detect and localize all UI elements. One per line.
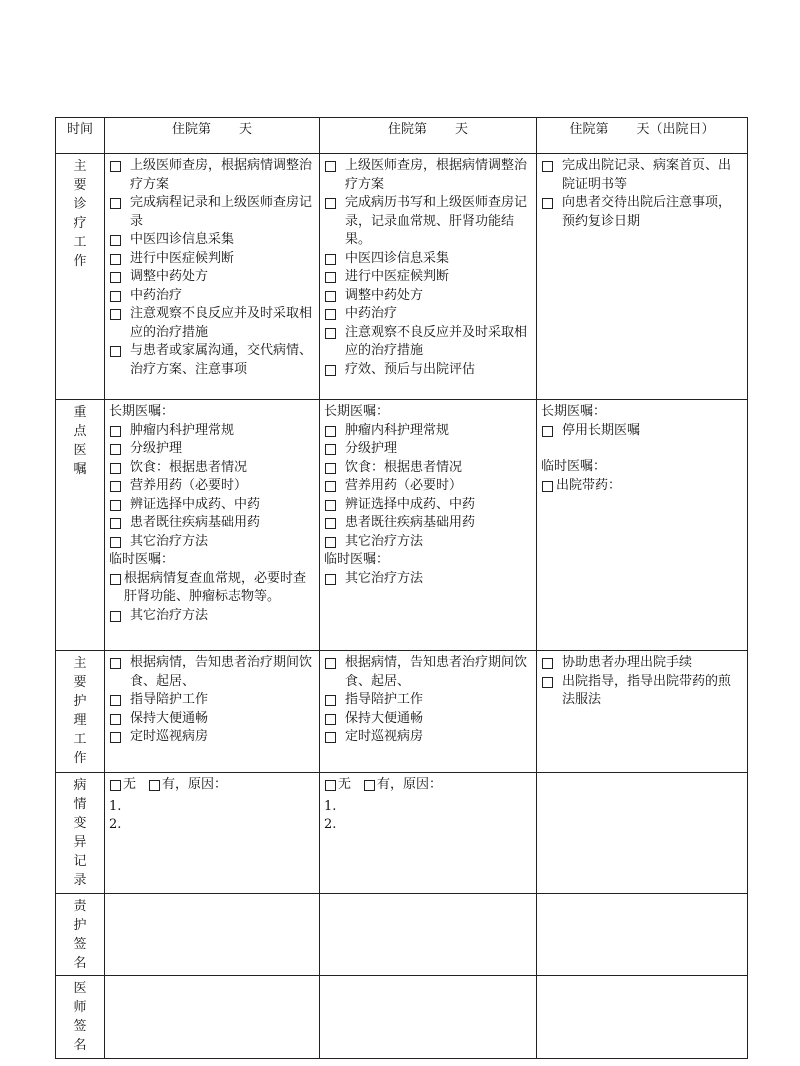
- checkbox[interactable]: [149, 780, 160, 791]
- orders-row: [56, 400, 748, 651]
- long-term-orders-label: 长期医嘱：: [324, 404, 390, 419]
- checklist-item[interactable]: 根据病情复查血常规，必要时查肝肾功能、肿瘤标志物等。: [109, 570, 315, 607]
- header-row: [56, 118, 748, 154]
- orders-row-label: 重点医嘱: [56, 400, 105, 651]
- checklist-item[interactable]: 营养用药（必要时）: [109, 477, 315, 496]
- checkbox[interactable]: [325, 658, 336, 669]
- nurse-signature-cell-3[interactable]: [537, 893, 748, 976]
- nurse-signature-row: [56, 893, 748, 976]
- checkbox[interactable]: [110, 518, 121, 529]
- checkbox[interactable]: [325, 309, 336, 320]
- checklist-item[interactable]: 定时巡视病房: [324, 728, 532, 747]
- checklist-item[interactable]: 调整中药处方: [324, 287, 532, 306]
- checklist-item[interactable]: 分级护理: [324, 440, 532, 459]
- nursing-cell-3: [537, 651, 748, 773]
- nurse-signature-label: 责护签名: [56, 893, 105, 976]
- day-prefix: 住院第: [387, 122, 427, 137]
- checkbox[interactable]: [325, 714, 336, 725]
- checklist-item[interactable]: 肿瘤内科护理常规: [324, 422, 532, 441]
- checklist-item[interactable]: 保持大便通畅: [109, 710, 315, 729]
- checkbox[interactable]: [110, 272, 121, 283]
- checkbox[interactable]: [325, 198, 336, 209]
- temporary-orders-label: 临时医嘱：: [324, 552, 390, 567]
- checkbox[interactable]: [110, 732, 121, 743]
- checkbox[interactable]: [110, 309, 121, 320]
- temporary-orders-label: 临时医嘱：: [541, 459, 607, 474]
- nursing-row: [56, 651, 748, 773]
- variation-line-2: 2.: [324, 817, 337, 832]
- variation-line-1: 1.: [109, 798, 122, 814]
- checklist-item[interactable]: 定时巡视病房: [109, 728, 315, 747]
- checkbox[interactable]: [325, 518, 336, 529]
- checkbox[interactable]: [110, 658, 121, 669]
- day-column-header-3: [537, 118, 748, 154]
- day-suffix: 天: [455, 122, 469, 137]
- checkbox[interactable]: [325, 365, 336, 376]
- checklist-item[interactable]: 出院指导，指导出院带药的煎法服法: [541, 673, 743, 710]
- checklist-item[interactable]: 饮食：根据患者情况: [324, 459, 532, 478]
- day-suffix: 天（出院日）: [636, 122, 715, 137]
- diagnosis-row-label: 主要诊疗工作: [56, 154, 105, 400]
- checklist-item[interactable]: 辨证选择中成药、中药: [324, 496, 532, 515]
- variation-no-option[interactable]: 无: [324, 776, 351, 795]
- checklist-item[interactable]: 中医四诊信息采集: [324, 250, 532, 269]
- checkbox[interactable]: [110, 235, 121, 246]
- checkbox[interactable]: [110, 463, 121, 474]
- variation-line-1: 1.: [324, 798, 337, 814]
- checklist-item[interactable]: 完成病历书写和上级医师查房记录，记录血常规、肝肾功能结果。: [324, 194, 532, 250]
- doctor-signature-row: [56, 976, 748, 1059]
- diagnosis-row: [56, 154, 748, 400]
- checkbox[interactable]: [325, 161, 336, 172]
- diagnosis-cell-1: [105, 154, 320, 400]
- checklist-item[interactable]: 与患者或家属沟通，交代病情、治疗方案、注意事项: [109, 342, 315, 379]
- clinical-pathway-table: [55, 117, 748, 1059]
- checkbox[interactable]: [325, 732, 336, 743]
- checkbox[interactable]: [110, 444, 121, 455]
- time-header: 时间: [56, 118, 105, 154]
- checkbox[interactable]: [542, 481, 553, 492]
- checkbox[interactable]: [110, 780, 121, 791]
- variation-yes-option[interactable]: 有，原因：: [363, 776, 442, 795]
- variation-yes-option[interactable]: 有，原因：: [148, 776, 227, 795]
- checklist-item[interactable]: 完成出院记录、病案首页、出院证明书等: [541, 157, 743, 194]
- checkbox[interactable]: [542, 198, 553, 209]
- checklist-item[interactable]: 其它治疗方法: [324, 533, 532, 552]
- checklist-item[interactable]: 患者既往疾病基础用药: [109, 514, 315, 533]
- checkbox[interactable]: [325, 328, 336, 339]
- checkbox[interactable]: [325, 426, 336, 437]
- checkbox[interactable]: [325, 537, 336, 548]
- checkbox[interactable]: [325, 481, 336, 492]
- checklist-item[interactable]: 保持大便通畅: [324, 710, 532, 729]
- checklist-item[interactable]: 中药治疗: [324, 305, 532, 324]
- checkbox[interactable]: [110, 198, 121, 209]
- diagnosis-cell-3: [537, 154, 748, 400]
- long-term-orders-label: 长期医嘱：: [109, 404, 175, 419]
- checklist-item[interactable]: 指导陪护工作: [109, 691, 315, 710]
- checklist-item[interactable]: 调整中药处方: [109, 268, 315, 287]
- day-column-header-2: [320, 118, 537, 154]
- checkbox[interactable]: [325, 254, 336, 265]
- variation-cell-3[interactable]: [537, 773, 748, 894]
- checklist-item[interactable]: 辨证选择中成药、中药: [109, 496, 315, 515]
- checklist-item[interactable]: 营养用药（必要时）: [324, 477, 532, 496]
- temporary-orders-label: 临时医嘱：: [109, 552, 175, 567]
- checkbox[interactable]: [110, 611, 121, 622]
- checklist-item[interactable]: 肿瘤内科护理常规: [109, 422, 315, 441]
- checkbox[interactable]: [325, 444, 336, 455]
- checklist-item[interactable]: 注意观察不良反应并及时采取相应的治疗措施: [109, 305, 315, 342]
- checkbox[interactable]: [542, 426, 553, 437]
- day-suffix: 天: [239, 122, 253, 137]
- checklist-item[interactable]: 根据病情，告知患者治疗期间饮食、起居、: [324, 654, 532, 691]
- checkbox[interactable]: [110, 574, 121, 585]
- checkbox[interactable]: [110, 254, 121, 265]
- long-term-orders-label: 长期医嘱：: [541, 404, 607, 419]
- checklist-item[interactable]: 注意观察不良反应并及时采取相应的治疗措施: [324, 324, 532, 361]
- checkbox[interactable]: [110, 161, 121, 172]
- checklist-item[interactable]: 其它治疗方法: [109, 607, 315, 626]
- checklist-item[interactable]: 停用长期医嘱: [541, 422, 743, 441]
- variation-cell-1: [105, 773, 320, 894]
- checkbox[interactable]: [542, 161, 553, 172]
- checkbox[interactable]: [110, 481, 121, 492]
- checklist-item[interactable]: 进行中医症候判断: [324, 268, 532, 287]
- checkbox[interactable]: [110, 537, 121, 548]
- checkbox[interactable]: [110, 346, 121, 357]
- checkbox[interactable]: [364, 780, 375, 791]
- checkbox[interactable]: [325, 695, 336, 706]
- day-column-header-1: [105, 118, 320, 154]
- checklist-item[interactable]: 饮食：根据患者情况: [109, 459, 315, 478]
- checklist-item[interactable]: 其它治疗方法: [324, 570, 532, 589]
- checklist-item[interactable]: 根据病情，告知患者治疗期间饮食、起居、: [109, 654, 315, 691]
- checkbox[interactable]: [542, 658, 553, 669]
- checkbox[interactable]: [325, 272, 336, 283]
- checkbox[interactable]: [325, 780, 336, 791]
- checklist-item[interactable]: 分级护理: [109, 440, 315, 459]
- variation-row-label: 病情变异记录: [56, 773, 105, 894]
- checkbox[interactable]: [542, 677, 553, 688]
- checklist-item[interactable]: 其它治疗方法: [109, 533, 315, 552]
- checkbox[interactable]: [325, 291, 336, 302]
- nursing-cell-1: [105, 651, 320, 773]
- variation-row: [56, 773, 748, 894]
- doctor-signature-cell-2[interactable]: [320, 976, 537, 1059]
- checkbox[interactable]: [110, 695, 121, 706]
- day-prefix: 住院第: [171, 122, 211, 137]
- variation-cell-2: [320, 773, 537, 894]
- orders-cell-3: [537, 400, 748, 651]
- nursing-cell-2: [320, 651, 537, 773]
- checkbox[interactable]: [325, 463, 336, 474]
- checklist-item[interactable]: 指导陪护工作: [324, 691, 532, 710]
- checklist-item[interactable]: 上级医师查房，根据病情调整治疗方案: [109, 157, 315, 194]
- checklist-item[interactable]: 完成病程记录和上级医师查房记录: [109, 194, 315, 231]
- variation-line-2: 2.: [109, 817, 122, 832]
- checkbox[interactable]: [110, 291, 121, 302]
- checklist-item[interactable]: 向患者交待出院后注意事项，预约复诊日期: [541, 194, 743, 231]
- nurse-signature-cell-2[interactable]: [320, 893, 537, 976]
- checklist-item[interactable]: 上级医师查房，根据病情调整治疗方案: [324, 157, 532, 194]
- checklist-item[interactable]: 患者既往疾病基础用药: [324, 514, 532, 533]
- checklist-item[interactable]: 疗效、预后与出院评估: [324, 361, 532, 380]
- checkbox[interactable]: [325, 500, 336, 511]
- checklist-item[interactable]: 中药治疗: [109, 287, 315, 306]
- checkbox[interactable]: [110, 426, 121, 437]
- checklist-item[interactable]: 协助患者办理出院手续: [541, 654, 743, 673]
- doctor-signature-cell-3[interactable]: [537, 976, 748, 1059]
- nursing-row-label: 主要护理工作: [56, 651, 105, 773]
- checklist-item[interactable]: 进行中医症候判断: [109, 250, 315, 269]
- checkbox[interactable]: [110, 714, 121, 725]
- checklist-item[interactable]: 出院带药：: [541, 477, 743, 496]
- diagnosis-cell-2: [320, 154, 537, 400]
- checkbox[interactable]: [110, 500, 121, 511]
- checklist-item[interactable]: 中医四诊信息采集: [109, 231, 315, 250]
- orders-cell-2: [320, 400, 537, 651]
- checkbox[interactable]: [325, 574, 336, 585]
- doctor-signature-label: 医师签名: [56, 976, 105, 1059]
- doctor-signature-cell-1[interactable]: [105, 976, 320, 1059]
- day-prefix: 住院第: [569, 122, 609, 137]
- nurse-signature-cell-1[interactable]: [105, 893, 320, 976]
- orders-cell-1: [105, 400, 320, 651]
- variation-no-option[interactable]: 无: [109, 776, 136, 795]
